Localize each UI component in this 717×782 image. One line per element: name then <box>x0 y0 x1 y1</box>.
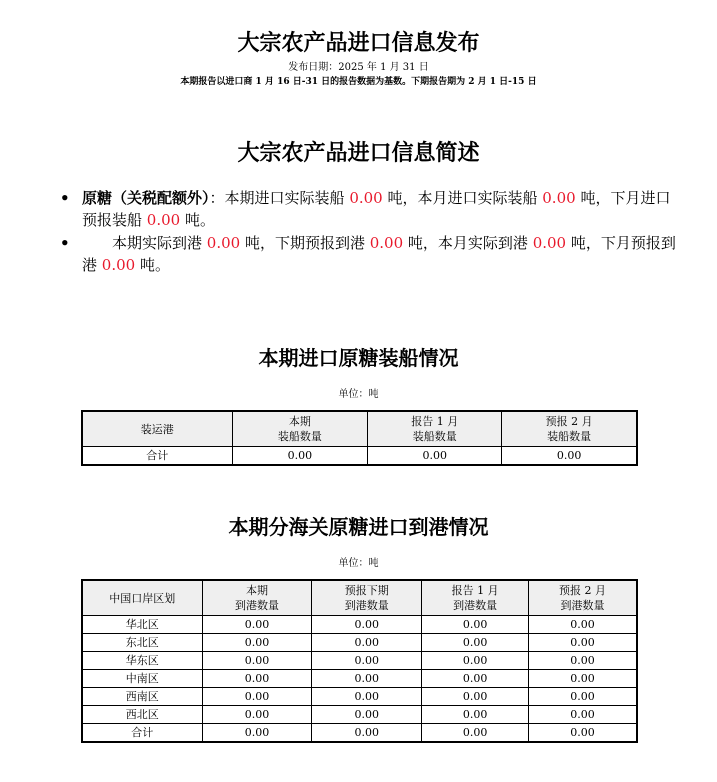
summary-item-shipping <box>60 187 680 231</box>
header-cell <box>502 411 637 447</box>
header-cell <box>312 580 422 616</box>
table-cell: 0.00 <box>312 706 422 724</box>
table-cell: 0.00 <box>202 706 312 724</box>
text: 吨，下月进口预报装船 <box>82 189 671 229</box>
header-label: 报告 1 月 <box>411 415 459 428</box>
table-cell: 华北区 <box>82 616 202 634</box>
table-row <box>82 616 637 634</box>
value: 0.00 <box>101 256 136 274</box>
table-cell: 华东区 <box>82 652 202 670</box>
table-cell: 0.00 <box>529 724 637 743</box>
table-row <box>82 706 637 724</box>
table-cell: 0.00 <box>529 616 637 634</box>
header-label: 本期 <box>245 584 268 597</box>
shipping-section-title: 本期进口原糖装船情况 <box>258 346 459 370</box>
value: 0.00 <box>146 211 181 229</box>
table-cell: 0.00 <box>312 670 422 688</box>
table-cell: 0.00 <box>368 447 502 466</box>
header-label: 中国口岸区划 <box>109 591 176 605</box>
table-cell: 0.00 <box>312 724 422 743</box>
header-cell <box>232 411 368 447</box>
table-row <box>82 634 637 652</box>
table-row <box>82 724 637 743</box>
table-cell: 0.00 <box>232 447 368 466</box>
table-cell: 0.00 <box>502 447 637 466</box>
table-cell: 0.00 <box>202 616 312 634</box>
header-label: 预报 2 月 <box>559 584 607 597</box>
publish-date: 发布日期：2025 年 1 月 31 日 <box>288 62 429 73</box>
arrival-section-title: 本期分海关原糖进口到港情况 <box>228 515 489 539</box>
summary-item-arrival <box>60 232 680 276</box>
table-cell: 合计 <box>82 447 232 466</box>
header-label: 装船数量 <box>547 430 592 443</box>
summary-title: 大宗农产品进口信息简述 <box>237 140 480 166</box>
header-cell <box>82 411 232 447</box>
table-cell: 0.00 <box>422 688 529 706</box>
text: 吨。 <box>135 256 170 274</box>
table-header-row <box>82 411 637 447</box>
header-label: 报告 1 月 <box>451 584 499 597</box>
table-header-row <box>82 580 637 616</box>
header-cell <box>422 580 529 616</box>
table-cell: 0.00 <box>422 652 529 670</box>
text: 吨。 <box>180 211 215 229</box>
table-row <box>82 670 637 688</box>
arrival-unit: 单位：吨 <box>338 558 379 569</box>
table-cell: 0.00 <box>529 652 637 670</box>
table-cell: 东北区 <box>82 634 202 652</box>
table-cell: 0.00 <box>529 706 637 724</box>
table-cell: 0.00 <box>202 670 312 688</box>
header-cell <box>82 580 202 616</box>
value: 0.00 <box>369 234 404 252</box>
header-cell <box>202 580 312 616</box>
table-cell: 0.00 <box>202 652 312 670</box>
text: 本期实际到港 <box>112 234 207 252</box>
table-cell: 西北区 <box>82 706 202 724</box>
table-cell: 0.00 <box>422 724 529 743</box>
table-cell: 0.00 <box>529 670 637 688</box>
header-label: 装船数量 <box>412 430 457 443</box>
bullet-icon: • <box>60 189 70 207</box>
table-cell: 合计 <box>82 724 202 743</box>
value: 0.00 <box>542 189 576 207</box>
summary-list <box>60 187 680 277</box>
shipping-table <box>81 410 638 466</box>
table-row <box>82 688 637 706</box>
table-cell: 0.00 <box>312 616 422 634</box>
header-cell <box>529 580 637 616</box>
arrival-table <box>81 579 638 743</box>
table-cell: 0.00 <box>202 688 312 706</box>
header-label: 到港数量 <box>560 599 605 612</box>
table-cell: 0.00 <box>312 688 422 706</box>
shipping-unit: 单位：吨 <box>338 389 379 400</box>
table-row <box>82 447 637 466</box>
report-period-note: 本期报告以进口商 1 月 16 日-31 日的报告数据为基数。下期报告期为 2 月 1 日-15 日 <box>180 77 537 87</box>
colon: ： <box>209 189 225 207</box>
value: 0.00 <box>349 189 383 207</box>
table-row <box>82 652 637 670</box>
table-cell: 0.00 <box>529 688 637 706</box>
page-title: 大宗农产品进口信息发布 <box>237 30 480 56</box>
value: 0.00 <box>206 234 241 252</box>
text: 吨，本月实际到港 <box>403 234 533 252</box>
text: 吨，下月预报到港 <box>82 234 676 274</box>
text: 吨，下期预报到港 <box>240 234 370 252</box>
table-cell: 0.00 <box>202 724 312 743</box>
header-label: 装船数量 <box>277 430 322 443</box>
table-cell: 0.00 <box>422 706 529 724</box>
header-label: 到港数量 <box>344 599 389 612</box>
header-label: 本期 <box>288 415 311 428</box>
header-label: 到港数量 <box>453 599 498 612</box>
table-cell: 0.00 <box>312 634 422 652</box>
value: 0.00 <box>532 234 567 252</box>
text: 吨，本月进口实际装船 <box>382 189 543 207</box>
table-cell: 0.00 <box>422 670 529 688</box>
table-cell: 0.00 <box>422 616 529 634</box>
text: 本期进口实际装船 <box>224 189 350 207</box>
table-cell: 0.00 <box>529 634 637 652</box>
table-cell: 0.00 <box>312 652 422 670</box>
header-label: 装运港 <box>140 422 174 436</box>
header-label: 到港数量 <box>234 599 279 612</box>
table-cell: 0.00 <box>202 634 312 652</box>
product-name: 原糖（关税配额外） <box>82 189 210 207</box>
table-cell: 中南区 <box>82 670 202 688</box>
table-cell: 西南区 <box>82 688 202 706</box>
header-cell <box>368 411 502 447</box>
bullet-icon: • <box>60 234 70 252</box>
table-cell: 0.00 <box>422 634 529 652</box>
header-label: 预报 2 月 <box>545 415 593 428</box>
header-label: 预报下期 <box>344 584 389 597</box>
